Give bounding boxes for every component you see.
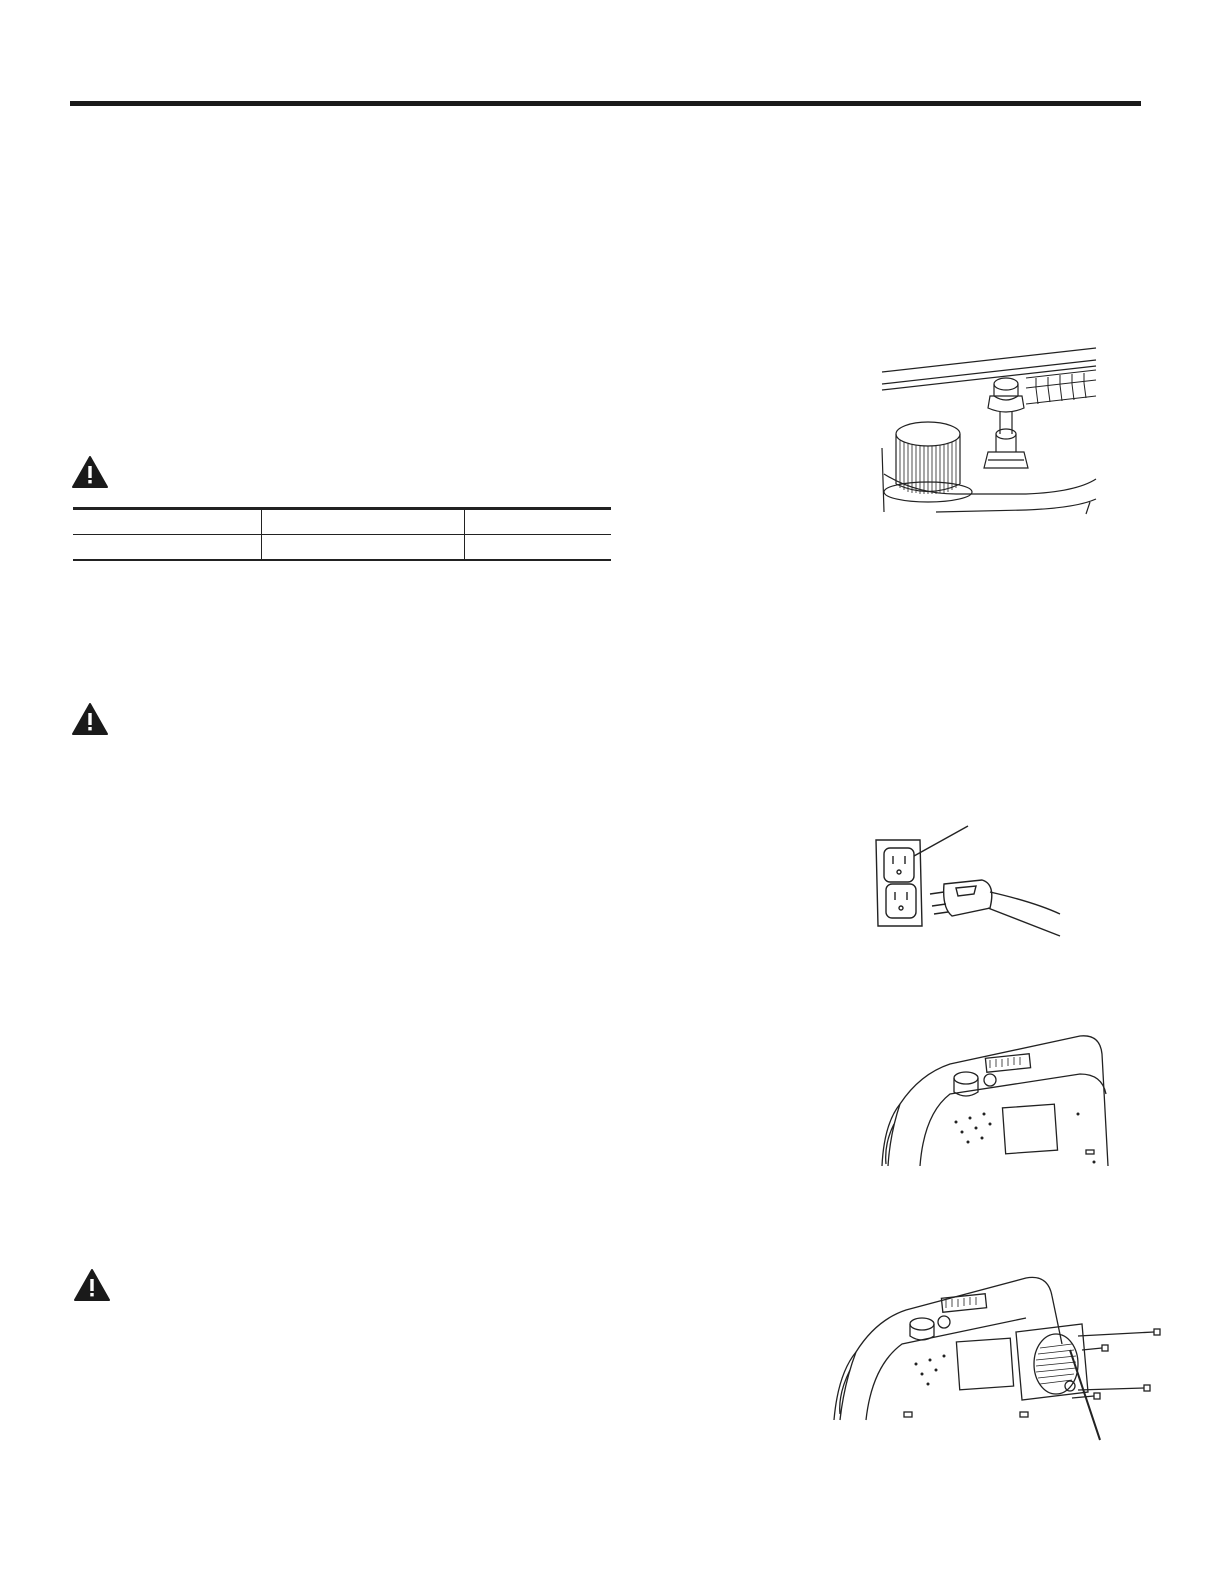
table-cell: [261, 509, 464, 535]
table-cell: [73, 535, 261, 561]
warning-triangle-icon: [73, 1268, 111, 1302]
table-cell: [261, 535, 464, 561]
table-cell: [464, 509, 611, 535]
warning-triangle-icon: [71, 702, 109, 736]
heater-rear-panel-illustration: [880, 1034, 1112, 1168]
spec-table: [73, 507, 611, 561]
warning-triangle-icon: [71, 455, 109, 489]
table-cell: [73, 509, 261, 535]
header-rule: [70, 101, 1141, 106]
table-row: [73, 509, 611, 535]
table-row: [73, 535, 611, 561]
heater-fan-installation-illustration: [832, 1274, 1162, 1446]
wall-outlet-and-plug-illustration: [864, 822, 1064, 944]
heater-control-knob-and-igniter-illustration: [876, 344, 1106, 516]
table-cell: [464, 535, 611, 561]
